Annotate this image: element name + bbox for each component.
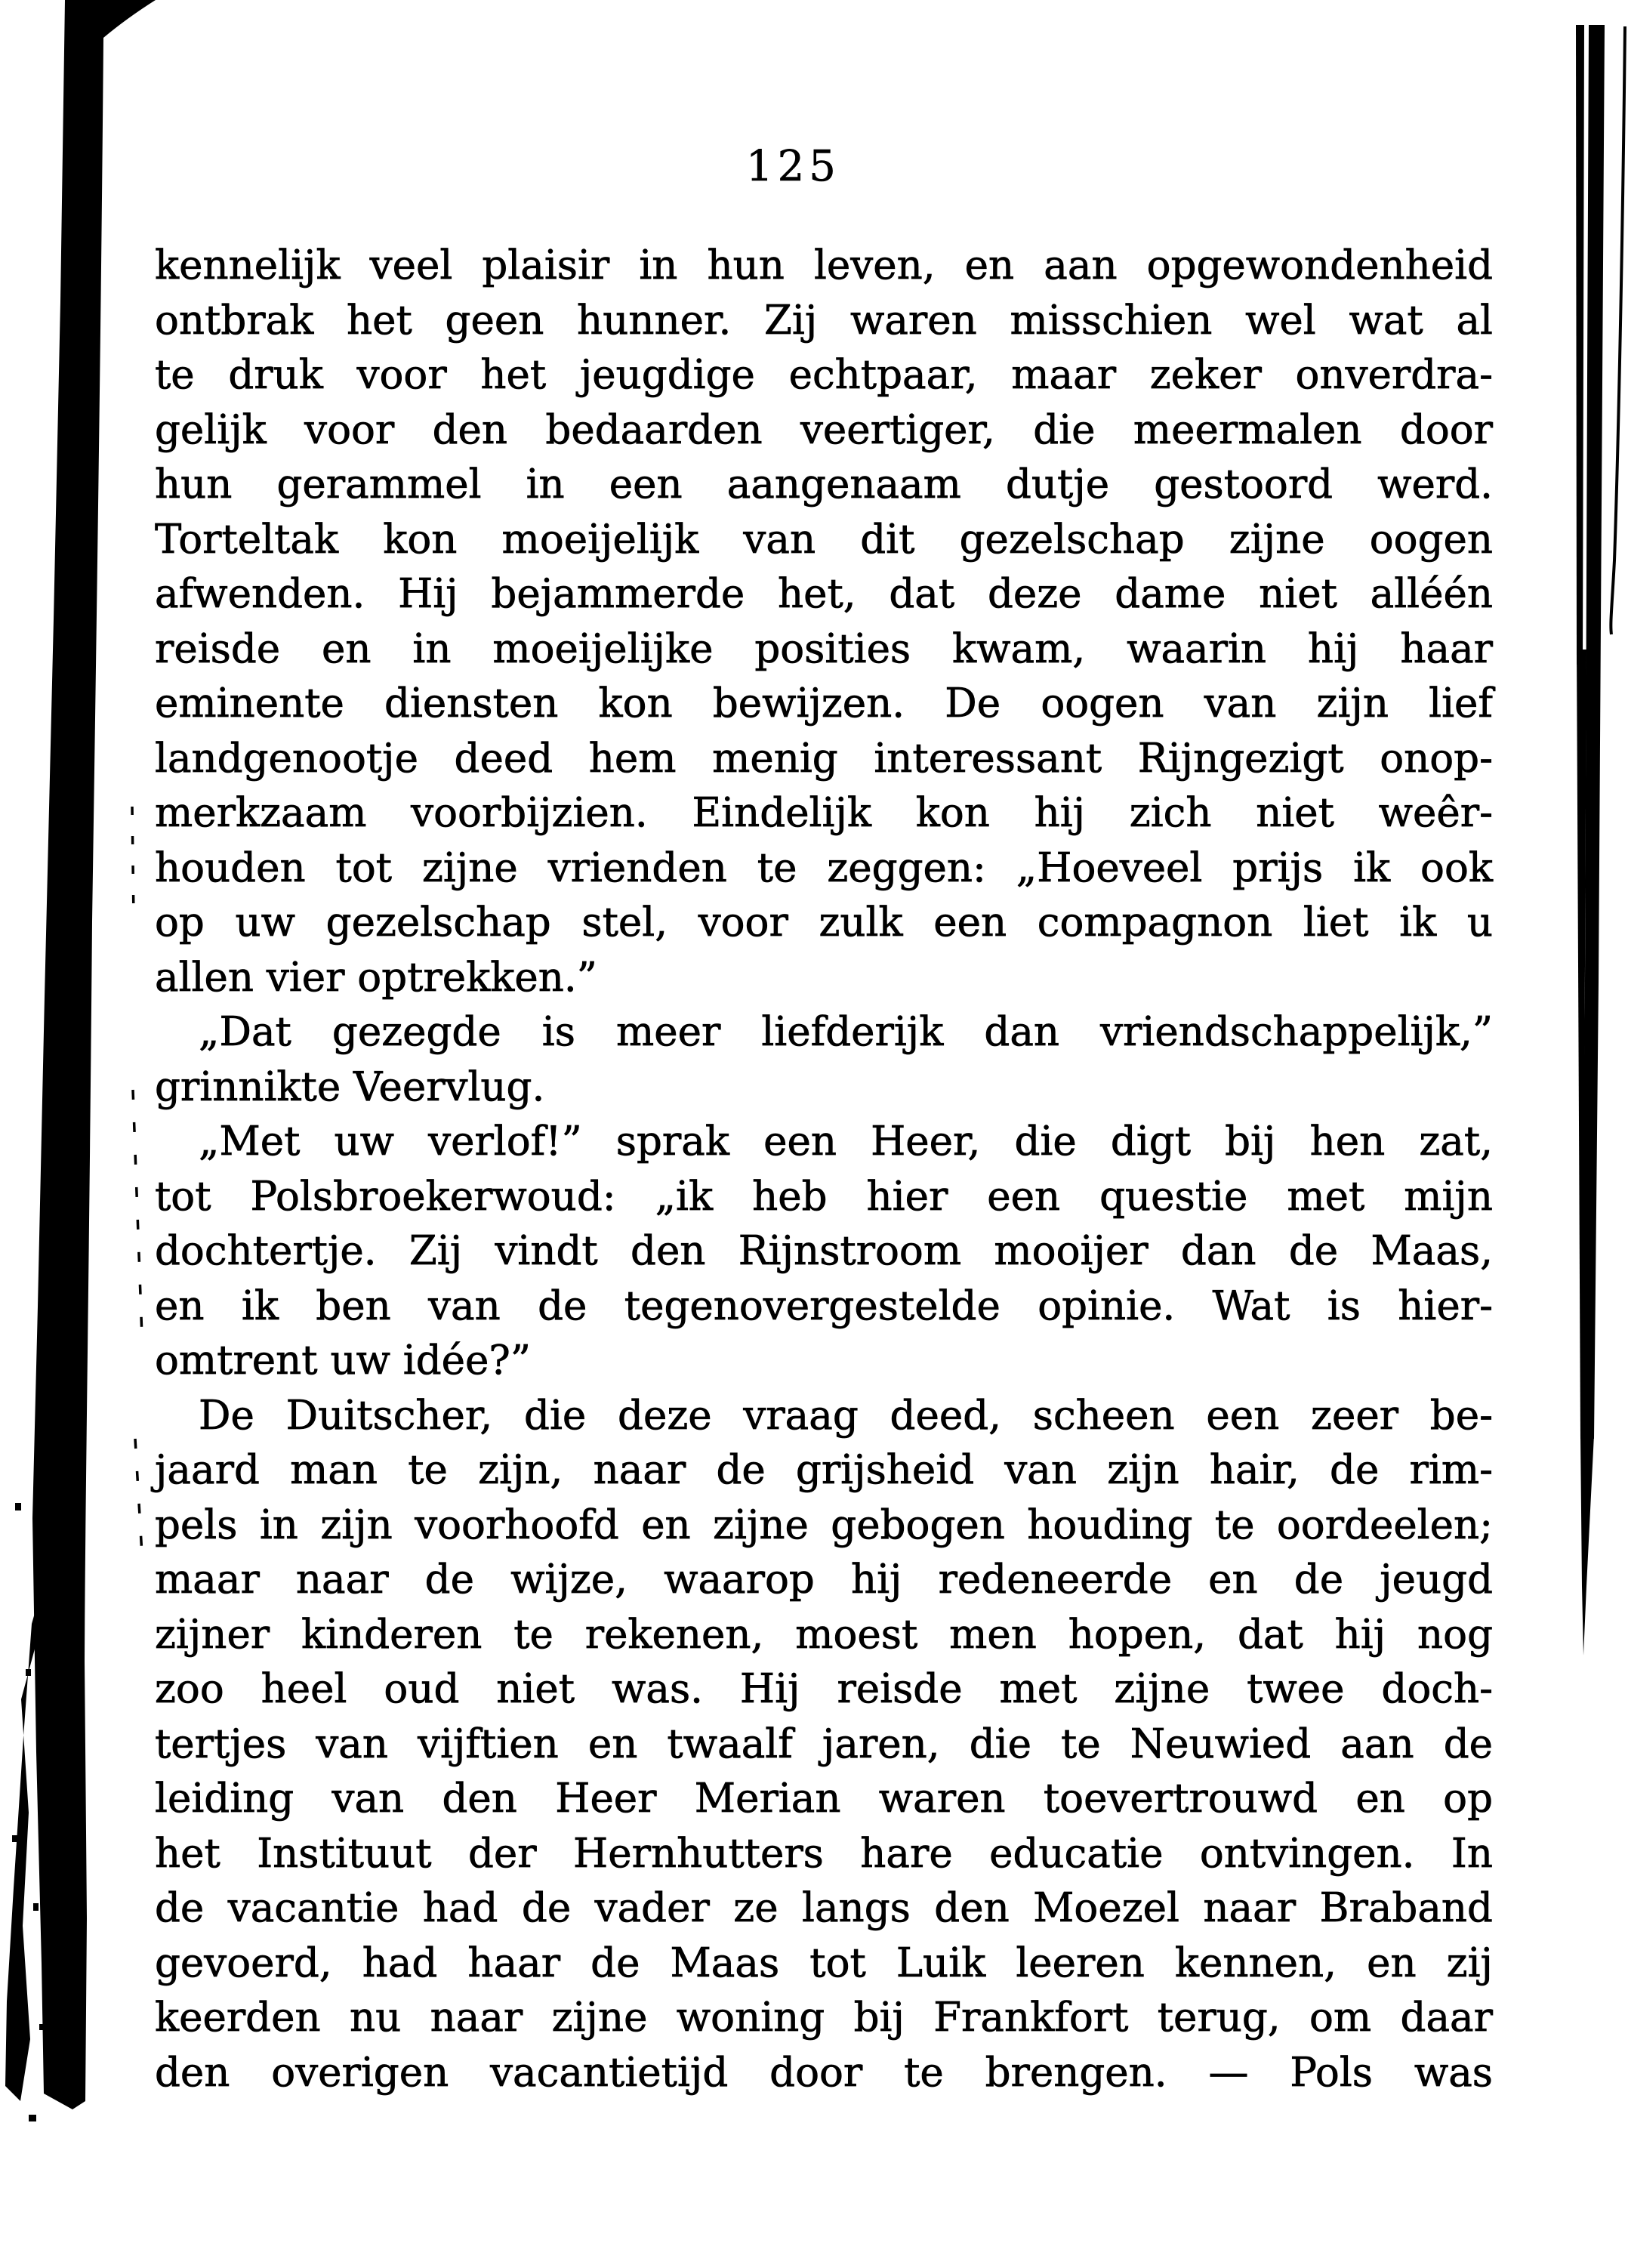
- right-scan-taper-tip: [1580, 1435, 1594, 1655]
- left-gutter-shadow: [32, 0, 156, 2109]
- text-line: eminente diensten kon bewijzen. De oogen van zijn lief: [155, 680, 1493, 727]
- right-hairline-curve: [1611, 26, 1625, 634]
- text-line: op uw gezelschap stel, voor zulk een compagnon liet ik u: [155, 899, 1493, 946]
- text-line: de vacantie had de vader ze langs den Moezel naar Braband: [155, 1885, 1493, 1931]
- text-line: ontbrak het geen hunner. Zij waren misschien wel wat al: [155, 297, 1493, 344]
- text-line: leiding van den Heer Merian waren toevertrouwd en op: [155, 1776, 1493, 1822]
- text-line: dochtertje. Zij vindt den Rijnstroom mooijer dan de Maas,: [155, 1228, 1493, 1274]
- page-number: 125: [746, 142, 840, 191]
- text-line: De Duitscher, die deze vraag deed, scheen een zeer be-: [199, 1392, 1493, 1439]
- fold-dash-line-1: [132, 807, 134, 918]
- text-line: te druk voor het jeugdige echtpaar, maar zeker onverdra-: [155, 352, 1493, 398]
- right-scan-line-thin: [1576, 25, 1584, 665]
- text-line: keerden nu naar zijne woning bij Frankfort terug, om daar: [155, 1995, 1493, 2041]
- text-line: pels in zijn voorhoofd en zijne gebogen houding te oordeelen;: [155, 1501, 1493, 1548]
- text-line: reisde en in moeijelijke posities kwam, waarin hij haar: [155, 625, 1493, 672]
- text-line: „Dat gezegde is meer liefderijk dan vriendschappelijk,”: [199, 1009, 1493, 1055]
- text-line: grinnikte Veervlug.: [155, 1063, 545, 1110]
- text-line: en ik ben van de tegenovergestelde opinie. Wat is hier-: [155, 1282, 1493, 1329]
- text-line: omtrent uw idée?”: [155, 1338, 531, 1384]
- fold-dash-line-3: [135, 1439, 143, 1567]
- text-line: het Instituut der Hernhutters hare educatie ontvingen. In: [155, 1830, 1493, 1877]
- text-line: hun gerammel in een aangenaam dutje gestoord werd.: [155, 461, 1493, 508]
- text-line: allen vier optrekken.”: [155, 954, 597, 1001]
- text-line: den overigen vacantietijd door te brengen. — Pols was: [155, 2049, 1493, 2096]
- text-line: maar naar de wijze, waarop hij redeneerde en de jeugd: [155, 1557, 1493, 1603]
- text-line: landgenootje deed hem menig interessant Rijngezigt onop-: [155, 735, 1493, 782]
- text-line: gevoerd, had haar de Maas tot Luik leeren kennen, en zij: [155, 1939, 1493, 1986]
- text-line: merkzaam voorbijzien. Eindelijk kon hij zich niet weêr-: [155, 790, 1493, 836]
- text-line: Torteltak kon moeijelijk van dit gezelschap zijne oogen: [155, 516, 1493, 563]
- text-line: houden tot zijne vrienden te zeggen: „Hoeveel prijs ik ook: [155, 844, 1493, 891]
- text-line: jaard man te zijn, naar de grijsheid van zijn hair, de rim-: [155, 1447, 1493, 1493]
- text-line: kennelijk veel plaisir in hun leven, en aan opgewondenheid: [155, 242, 1493, 289]
- text-line: zijner kinderen te rekenen, moest men hopen, dat hij nog: [155, 1611, 1493, 1658]
- text-line: gelijk voor den bedaarden veertiger, die meermalen door: [155, 406, 1493, 453]
- text-line: tertjes van vijftien en twaalf jaren, die te Neuwied aan de: [155, 1720, 1493, 1767]
- text-line: afwenden. Hij bejammerde het, dat deze dame niet alléén: [155, 571, 1493, 617]
- text-line: tot Polsbroekerwoud: „ik heb hier een questie met mijn: [155, 1173, 1493, 1220]
- fold-dash-line-2: [133, 1090, 142, 1337]
- text-line: „Met uw verlof!” sprak een Heer, die digt bij hen zat,: [199, 1119, 1493, 1165]
- text-line: zoo heel oud niet was. Hij reisde met zijne twee doch-: [155, 1666, 1493, 1712]
- text-block: [155, 239, 1493, 2100]
